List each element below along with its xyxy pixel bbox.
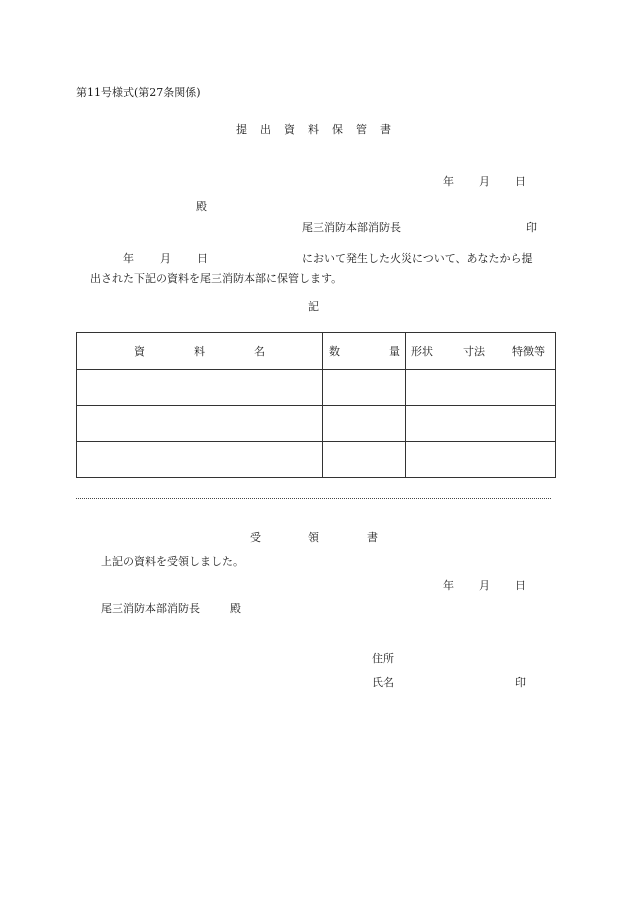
title-char: 管 bbox=[356, 123, 367, 136]
header-char: 形状 bbox=[411, 345, 433, 358]
header-material-name bbox=[77, 333, 323, 370]
header-char: 数 bbox=[329, 345, 340, 358]
body-line-1: において発生した火災について、あなたから提 bbox=[302, 252, 533, 265]
seal-mark: 印 bbox=[526, 221, 537, 234]
cell-shape[interactable] bbox=[406, 442, 556, 478]
name-label: 氏名 bbox=[372, 676, 394, 689]
title-char: 書 bbox=[380, 123, 391, 136]
address-label: 住所 bbox=[372, 652, 394, 665]
date-day: 日 bbox=[515, 175, 526, 188]
cell-material-name[interactable] bbox=[77, 442, 323, 478]
title-char: 資 bbox=[284, 123, 295, 136]
materials-table bbox=[76, 332, 556, 478]
cell-quantity[interactable] bbox=[323, 442, 406, 478]
title-char: 出 bbox=[260, 123, 271, 136]
receipt-title-char: 受 bbox=[250, 531, 261, 544]
issuer-name: 尾三消防本部消防長 bbox=[302, 221, 401, 234]
cut-line-divider bbox=[76, 498, 551, 499]
receipt-addressee: 尾三消防本部消防長 bbox=[101, 602, 200, 615]
table-row bbox=[77, 442, 556, 478]
receipt-title-char: 書 bbox=[367, 531, 378, 544]
header-char: 寸法 bbox=[463, 345, 485, 358]
date-month: 月 bbox=[479, 579, 490, 592]
table-row bbox=[77, 406, 556, 442]
cell-shape[interactable] bbox=[406, 370, 556, 406]
title-char: 料 bbox=[308, 123, 319, 136]
receipt-statement: 上記の資料を受領しました。 bbox=[101, 555, 244, 568]
header-char: 量 bbox=[389, 345, 400, 358]
header-shape bbox=[406, 333, 556, 370]
receipt-title-char: 領 bbox=[308, 531, 319, 544]
receipt-honorific: 殿 bbox=[230, 602, 241, 615]
cell-material-name[interactable] bbox=[77, 370, 323, 406]
table-row bbox=[77, 370, 556, 406]
date-month: 月 bbox=[479, 175, 490, 188]
title-char: 提 bbox=[236, 123, 247, 136]
body-year: 年 bbox=[123, 252, 134, 265]
form-number: 第11号様式(第27条関係) bbox=[76, 86, 201, 99]
cell-material-name[interactable] bbox=[77, 406, 323, 442]
body-day: 日 bbox=[197, 252, 208, 265]
date-year: 年 bbox=[443, 175, 454, 188]
date-year: 年 bbox=[443, 579, 454, 592]
header-char: 資 bbox=[134, 345, 145, 358]
body-month: 月 bbox=[160, 252, 171, 265]
cell-shape[interactable] bbox=[406, 406, 556, 442]
header-char: 料 bbox=[194, 345, 205, 358]
date-day: 日 bbox=[515, 579, 526, 592]
table-header-row bbox=[77, 333, 556, 370]
addressee-honorific: 殿 bbox=[196, 200, 207, 213]
cell-quantity[interactable] bbox=[323, 370, 406, 406]
seal-mark: 印 bbox=[515, 676, 526, 689]
header-char: 名 bbox=[254, 345, 265, 358]
title-char: 保 bbox=[332, 123, 343, 136]
header-char: 特徴等 bbox=[512, 345, 545, 358]
header-quantity bbox=[323, 333, 406, 370]
body-line-2: 出された下記の資料を尾三消防本部に保管します。 bbox=[90, 272, 343, 285]
cell-quantity[interactable] bbox=[323, 406, 406, 442]
ki-heading: 記 bbox=[308, 300, 319, 313]
